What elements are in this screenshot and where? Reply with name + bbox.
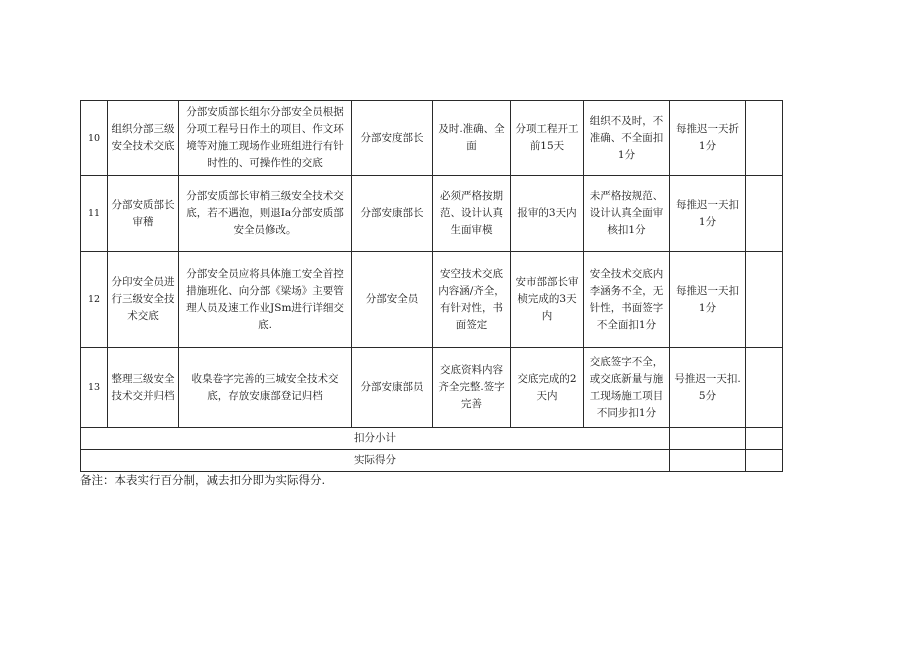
deadline-cell: 交底完成的2天内 — [511, 348, 584, 428]
table-row — [81, 101, 783, 176]
owner-cell: 分部安康部长 — [352, 176, 433, 252]
row-number: 10 — [81, 101, 108, 176]
item-cell: 分部安质部长审稽 — [108, 176, 179, 252]
deadline-cell: 分项工程开工前15天 — [511, 101, 584, 176]
row-number: 11 — [81, 176, 108, 252]
subtotal-row — [81, 428, 783, 450]
penalty-cell: 号推迟一天扣.5分 — [670, 348, 746, 428]
content-cell: 分部安质部长组尔分部安全员根据分项工程号日作土的项目、作文环境等对施工现场作业班组进行有针时性的、可操作性的交底 — [179, 101, 352, 176]
violation-cell: 安全技术交底内李涵务不全，无针性，书面签字不全面扣1分 — [584, 252, 670, 348]
violation-cell: 组织不及时，不准确、不全面扣1分 — [584, 101, 670, 176]
actual-score-value-cell — [670, 450, 746, 472]
subtotal-label: 扣分小计 — [81, 428, 670, 450]
standard-cell: 安空技术交底内容涵/齐全，有针对性，书面签定 — [433, 252, 511, 348]
owner-cell: 分部安康部员 — [352, 348, 433, 428]
owner-cell: 分部安度部长 — [352, 101, 433, 176]
actual-score-extra-cell — [746, 450, 783, 472]
content-cell: 分部安质部长审梢三级安全技术交底，若不遇泡，则退Ia分部安质部安全员修改。 — [179, 176, 352, 252]
actual-score-label: 实际得分 — [81, 450, 670, 472]
assessment-table — [80, 100, 783, 472]
row-number: 12 — [81, 252, 108, 348]
standard-cell: 交底资料内容齐全完整.签字完善 — [433, 348, 511, 428]
score-cell — [746, 252, 783, 348]
table-row — [81, 348, 783, 428]
owner-cell: 分部安全员 — [352, 252, 433, 348]
deadline-cell: 报审的3天内 — [511, 176, 584, 252]
table-row — [81, 176, 783, 252]
deadline-cell: 安市部部长审桢完成的3天内 — [511, 252, 584, 348]
violation-cell: 未严格按规范、设计认真全面审核扣1分 — [584, 176, 670, 252]
footnote: 备注：本表实行百分制，减去扣分即为实际得分. — [80, 473, 326, 487]
content-cell: 分部安全员应将具体施工安全首控措施班化、向分部《梁场》主要管理人员及速工作业JSm进行详细交底. — [179, 252, 352, 348]
score-cell — [746, 348, 783, 428]
standard-cell: 必须严格按期范、设计认真生面审模 — [433, 176, 511, 252]
subtotal-value-cell — [670, 428, 746, 450]
subtotal-extra-cell — [746, 428, 783, 450]
penalty-cell: 每推迟一天扣1分 — [670, 176, 746, 252]
content-cell: 收臬卷字完善的三城安全技术交底，存放安康部登记归档 — [179, 348, 352, 428]
item-cell: 分印安全员进行三级安全技术交底 — [108, 252, 179, 348]
standard-cell: 及时.准确、全面 — [433, 101, 511, 176]
table-row — [81, 252, 783, 348]
item-cell: 整理三级安全技术交并归档 — [108, 348, 179, 428]
score-cell — [746, 101, 783, 176]
score-cell — [746, 176, 783, 252]
violation-cell: 交底签字不全，或交底新量与施工现场施工项目不同步扣1分 — [584, 348, 670, 428]
actual-score-row — [81, 450, 783, 472]
item-cell: 组织分部三级安全技术交底 — [108, 101, 179, 176]
row-number: 13 — [81, 348, 108, 428]
penalty-cell: 每推迟一天折1分 — [670, 101, 746, 176]
penalty-cell: 每推迟一天扣1分 — [670, 252, 746, 348]
